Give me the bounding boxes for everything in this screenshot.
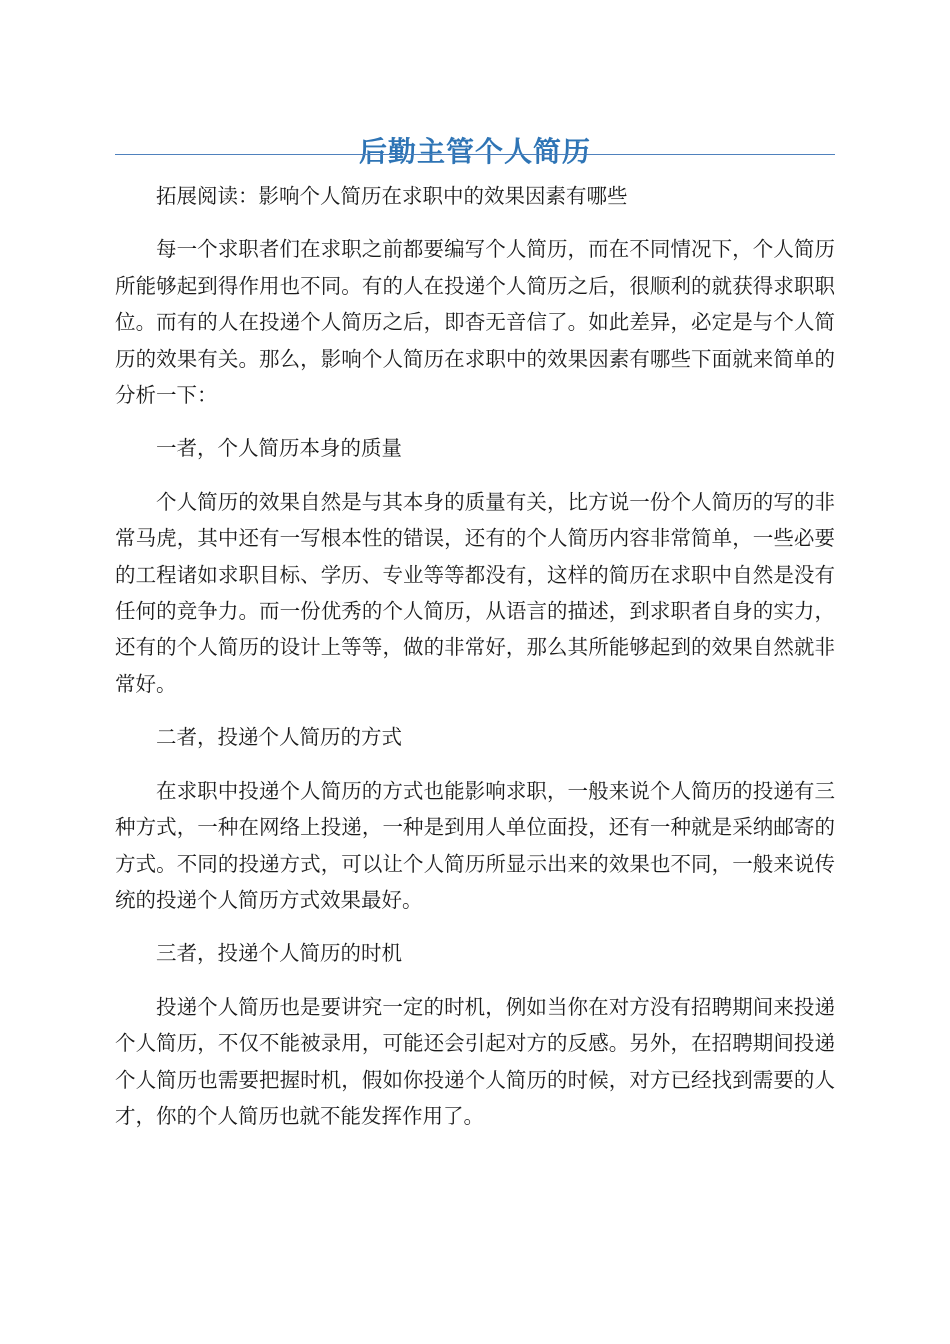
section-heading-2: 二者，投递个人简历的方式 — [156, 725, 402, 750]
intro-paragraph: 拓展阅读：影响个人简历在求职中的效果因素有哪些 — [156, 184, 628, 208]
document-title: 后勤主管个人简历 — [358, 134, 591, 168]
section-heading-1: 一者，个人简历本身的质量 — [156, 436, 402, 461]
body-paragraph: 在求职中投递个人简历的方式也能影响求职，一般来说个人简历的投递有三种方式，一种在网络上投递，一种是到用人单位面投，还有一种就是采纳邮寄的方式。不同的投递方式，可以让个人简历所显示出来的效果也不同，一般来说传统的投递个人简历方式效果最好。 — [115, 778, 835, 912]
body-paragraph: 个人简历的效果自然是与其本身的质量有关，比方说一份个人简历的写的非常马虎，其中还有一写根本性的错误，还有的个人简历内容非常简单，一些必要的工程诸如求职目标、学历、专业等等都没有，这样的简历在求职中自然是没有任何的竞争力。而一份优秀的个人简历，从语言的描述，到求职者自身的实力，还有的个人简历的设计上等等，做的非常好，那么其所能够起到的效果自然就非常好。 — [115, 489, 835, 696]
document-body — [115, 178, 835, 1151]
section-heading-3: 三者，投递个人简历的时机 — [156, 941, 402, 966]
body-paragraph: 投递个人简历也是要讲究一定的时机，例如当你在对方没有招聘期间来投递个人简历，不仅不能被录用，可能还会引起对方的反感。另外，在招聘期间投递个人简历也需要把握时机，假如你投递个人简历的时候，对方已经找到需要的人才，你的个人简历也就不能发挥作用了。 — [115, 994, 835, 1128]
body-paragraph: 每一个求职者们在求职之前都要编写个人简历，而在不同情况下，个人简历所能够起到得作用也不同。有的人在投递个人简历之后，很顺利的就获得求职职位。而有的人在投递个人简历之后，即杳无音信了。如此差异，必定是与个人简历的效果有关。那么，影响个人简历在求职中的效果因素有哪些下面就来简单的分析一下： — [115, 237, 835, 408]
title-underline — [115, 154, 835, 155]
